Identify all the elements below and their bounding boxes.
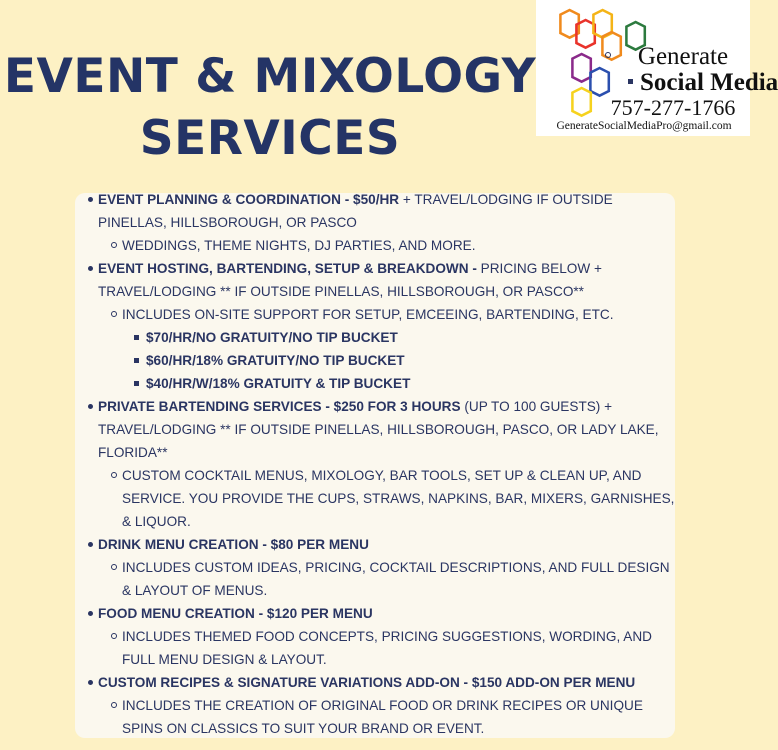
service-details: (UP TO 100 GUESTS) + TRAVEL/LODGING ** IF OUTSIDE PINELLAS, HILLSBOROUGH, PASCO, OR LADY LAKE, FLORIDA** [98,399,659,460]
brand-name-line-2: Social Media [640,69,778,96]
hex-purple [572,54,590,82]
service-item-private-bartending [98,395,678,464]
service-sub-item: INCLUDES THE CREATION OF ORIGINAL FOOD OR DRINK RECIPES OR UNIQUE SPINS ON CLASSICS TO SUIT YOUR BRAND OR EVENT. [122,694,678,740]
title-line-1: EVENT & MIXOLOGY [3,49,537,104]
title-line-2: SERVICES [139,111,401,166]
service-item-food-menu [98,602,678,625]
service-sub-item: CUSTOM COCKTAIL MENUS, MIXOLOGY, BAR TOOLS, SET UP & CLEAN UP, AND SERVICE. YOU PROVIDE THE CUPS, STRAWS, NAPKINS, BAR, MIXERS, GARNISHES, & LIQUOR. [122,464,678,533]
service-title: EVENT HOSTING, BARTENDING, SETUP & BREAKDOWN - [98,261,477,276]
service-title: DRINK MENU CREATION - $80 PER MENU [98,537,369,552]
services-list [98,188,678,740]
brand-email: GenerateSocialMediaPro@gmail.com [556,120,732,132]
pricing-tier: $70/HR/NO GRATUITY/NO TIP BUCKET [146,326,678,349]
page-title [0,46,540,170]
service-sub-item: INCLUDES ON-SITE SUPPORT FOR SETUP, EMCEEING, BARTENDING, ETC. [122,303,678,326]
service-item-drink-menu [98,533,678,556]
service-sub-item: WEDDINGS, THEME NIGHTS, DJ PARTIES, AND MORE. [122,234,678,257]
service-sub-item: INCLUDES CUSTOM IDEAS, PRICING, COCKTAIL DESCRIPTIONS, AND FULL DESIGN & LAYOUT OF MENUS. [122,556,678,602]
service-details: PRICING BELOW + TRAVEL/LODGING ** IF OUTSIDE PINELLAS, HILLSBOROUGH, OR PASCO** [98,261,602,299]
service-title: EVENT PLANNING & COORDINATION - $50/HR [98,192,400,207]
service-title: FOOD MENU CREATION - $120 PER MENU [98,606,373,621]
service-details: + TRAVEL/LODGING IF OUTSIDE PINELLAS, HILLSBOROUGH, OR PASCO [98,192,613,230]
service-title: CUSTOM RECIPES & SIGNATURE VARIATIONS ADD-ON - $150 ADD-ON PER MENU [98,675,636,690]
service-title: PRIVATE BARTENDING SERVICES - $250 FOR 3 HOURS [98,399,461,414]
service-item-event-planning [98,188,678,234]
brand-name-line-1: Generate [616,44,750,70]
hex-yellow-bottom [572,88,590,116]
service-item-event-hosting [98,257,678,303]
service-sub-item: INCLUDES THEMED FOOD CONCEPTS, PRICING SUGGESTIONS, WORDING, AND FULL MENU DESIGN & LAYOUT. [122,625,678,671]
brand-logo [536,0,778,136]
pricing-tier: $40/HR/W/18% GRATUITY & TIP BUCKET [146,372,678,395]
brand-name [592,43,778,96]
brand-phone: 757-277-1766 [610,95,736,120]
service-item-custom-recipes [98,671,678,694]
pricing-tier: $60/HR/18% GRATUITY/NO TIP BUCKET [146,349,678,372]
